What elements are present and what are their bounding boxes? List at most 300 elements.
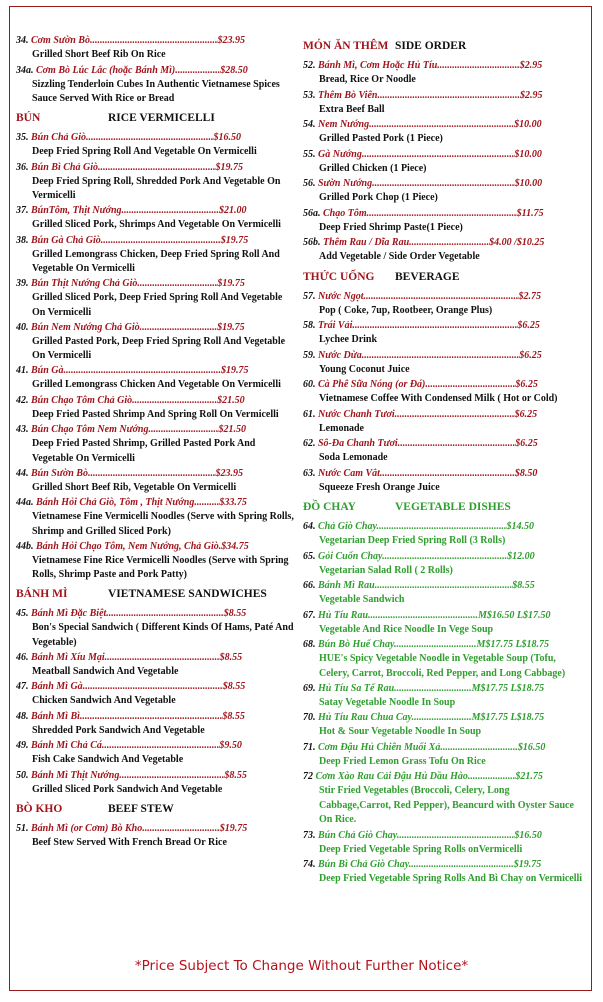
item-name: Bánh Hỏi Chạo Tôm, Nem Nướng, Chả Giò. [36,540,222,552]
item-name: Bánh Mì Xíu Mại [31,651,105,663]
item-number: 65. [303,550,318,562]
item-price: $19.75 [217,278,245,289]
item-number: 53. [303,89,318,101]
section-title-vietnamese: BÒ KHO [16,803,63,815]
item-price: $8.55 [219,651,243,663]
item-description: Vegetable Sandwich [319,594,405,605]
menu-item-line [303,770,583,784]
menu-item [303,319,583,348]
item-name: Chạo Tôm [323,207,367,219]
item-number: 47. [16,681,31,692]
menu-item [303,609,583,638]
menu-item-line [16,680,296,694]
item-dots: ................... [467,771,516,782]
item-description: Grilled Short Beef Rib, Vegetable On Vermicelli [32,481,237,493]
section-title-vietnamese: BÁNH MÌ [16,588,68,600]
item-price: $8.55 [224,769,247,781]
menu-item [303,520,583,549]
menu-item [303,89,583,118]
item-price: $6.25 [515,379,538,390]
section-title-english: SIDE ORDER [395,40,467,52]
item-name: Bún Bì Chả Giò [31,161,98,173]
item-price: $8.55 [222,710,245,722]
item-dots: ............................ [148,424,219,435]
item-price: $8.55 [223,608,247,619]
menu-item-line [16,161,296,175]
item-price: $21.50 [218,424,246,435]
item-price: $8.55 [222,681,246,692]
menu-item-line [16,496,296,510]
item-name: Bún Sườn Bò [31,467,88,479]
menu-item-line [16,131,296,145]
item-description: Vegetarian Salad Roll ( 2 Rolls) [319,564,453,576]
item-name: Cơm Bò Lúc Lắc (hoặc Bánh Mì) [36,64,176,76]
item-number: 62. [303,438,318,449]
item-name: Bún Bò Huế Chay [318,639,395,650]
menu-item [303,378,583,407]
item-description: Grilled Chicken (1 Piece) [319,162,427,174]
item-number: 73. [303,829,318,841]
item-name: Chả Giò Chay [318,521,377,532]
menu-item [16,321,296,364]
item-number: 41. [16,365,31,376]
item-description: Deep Fried Pasted Shrimp And Spring Roll On Vermicelli [32,408,279,420]
item-dots: ................................ [409,237,490,248]
item-price: $12.00 [507,550,535,562]
item-dots: ................................................... [89,35,218,46]
menu-item [16,394,296,423]
item-description: Lemonade [319,422,364,434]
item-price: $14.50 [506,521,535,532]
item-number: 55. [303,148,318,160]
item-price: M$16.50 L$17.50 [478,609,551,621]
item-description: Hot & Sour Vegetable Noodle In Soup [319,726,482,737]
item-number: 45. [16,608,31,619]
item-description: Vegetarian Deep Fried Spring Roll (3 Rolls) [319,535,506,546]
item-name: Nước Chanh Tươi [318,408,395,420]
item-number: 74. [303,859,318,870]
item-description: Vietnamese Fine Rice Vermicelli Noodles (Serve with Spring Rolls, Shrimp Paste and Pork Patty) [32,554,289,581]
menu-item [303,290,583,319]
item-price: $2.95 [519,89,543,101]
menu-item-line [303,579,583,593]
section-heading [16,586,296,602]
item-description: Grilled Sliced Pork, Deep Fried Spring Roll And Vegetable On Vermicelli [32,292,283,318]
item-number: 56a. [303,207,323,219]
menu-item-line [16,423,296,437]
menu-item [303,467,583,496]
item-name: Nem Nướng [318,119,370,130]
menu-item-line [303,467,583,481]
item-description: Deep Fried Spring Roll And Vegetable On Vermicelli [32,146,257,157]
item-number: 34. [16,35,31,46]
item-description: Deep Fried Vegetable Spring Rolls onVermicelli [319,843,523,855]
item-number: 35. [16,132,31,143]
item-number: 56. [303,178,318,189]
menu-item [16,161,296,204]
menu-item [16,34,296,63]
menu-item-line [303,378,583,392]
menu-item-line [303,550,583,564]
item-dots: ............................................................ [366,207,517,219]
item-name: Cơm Sườn Bò [31,35,90,46]
item-dots: ................................ [137,278,218,289]
item-number: 66. [303,580,318,591]
item-name: Gỏi Cuốn Chay [318,550,383,562]
item-number: 39. [16,278,31,289]
item-dots: ............................................................... [63,365,222,376]
section-title-english: VIETNAMESE SANDWICHES [108,588,267,600]
menu-item [303,349,583,378]
item-description: Grilled Sliced Pork, Shrimps And Vegetable On Vermicelli [32,219,281,230]
menu-item [16,423,296,466]
section-title-vietnamese: ĐỒ CHAY [303,501,356,513]
menu-item-line [303,177,583,191]
menu-item [16,64,296,107]
item-name: Bánh Mì Gà [31,681,83,692]
item-dots: ........................................................ [82,681,223,692]
menu-item [16,607,296,650]
item-name: Bánh Mì (or Cơm) Bò Kho [31,823,143,834]
menu-item-line [16,34,296,48]
item-number: 61. [303,408,318,420]
item-number: 60. [303,379,318,390]
item-description: Pop ( Coke, 7up, Rootbeer, Orange Plus) [319,304,493,316]
menu-item-line [16,769,296,783]
item-number: 59. [303,349,318,361]
item-dots: ............................................................. [361,148,515,160]
item-price: $19.75 [220,234,249,246]
menu-item [303,437,583,466]
menu-item [303,638,583,681]
item-name: Bánh Mì Chả Cá [31,740,102,751]
item-price: $23.95 [215,467,243,479]
menu-item-line [303,148,583,162]
item-dots: ................................................... [87,467,216,479]
item-name: Bánh Mì Bì [31,710,80,722]
item-price: $16.50 [514,829,542,841]
item-dots: ............................... [139,321,218,333]
menu-item-line [303,741,583,755]
item-name: Bún Nem Nướng Chả Giò [31,321,140,333]
item-price: $16.50 [213,132,242,143]
item-description: Extra Beef Ball [319,103,385,115]
item-name: Cơm Xào Rau Cải Đậu Hủ Dầu Hào [315,771,468,782]
menu-item-line [16,321,296,335]
menu-item-line [16,822,296,836]
item-number: 46. [16,651,31,663]
item-price: $19.75 [219,823,248,834]
menu-item [303,682,583,711]
item-dots: ............................................... [97,161,216,173]
menu-item [16,496,296,539]
item-description: Beef Stew Served With French Bread Or Rice [32,837,227,848]
item-name: Bún Thịt Nướng Chả Giò [31,278,138,289]
item-price: M$17.75 L$18.75 [476,639,550,650]
item-description: Lychee Drink [319,334,378,345]
menu-item [303,711,583,740]
item-dots: ............................................... [101,740,220,751]
item-dots: .................................................. [382,550,508,562]
item-number: 44. [16,467,31,479]
item-dots: ............................... [394,682,472,694]
item-number: 58. [303,320,318,331]
menu-item [303,741,583,770]
item-dots: .......... [194,497,220,508]
item-dots: .................................. [132,394,218,406]
item-price: M$17.75 L$18.75 [471,682,545,694]
menu-item-line [303,236,583,250]
item-number: 69. [303,682,318,694]
section-heading [303,269,583,285]
item-dots: ............................................... [396,829,515,841]
item-dots: ....................................................... [374,580,513,591]
item-description: HUE's Spicy Vegetable Noodle in Vegetable Soup (Tofu, Celery, Carrot, Broccoli, Red Pepper, and Long Cabbage) [319,653,566,679]
section-title-vietnamese: MÓN ĂN THÊM [303,40,389,52]
item-number: 63. [303,467,318,479]
item-dots: .................................................... [376,521,507,532]
menu-item-line [16,277,296,291]
item-description: Grilled Pasted Pork (1 Piece) [319,133,443,144]
item-name: Sườn Nướng [318,178,373,189]
item-number: 48. [16,710,31,722]
item-price: $34.75 [221,540,249,552]
item-price: $19.75 [221,365,249,376]
item-number: 42. [16,394,31,406]
item-number: 44b. [16,540,36,552]
menu-item [16,739,296,768]
item-name: Sô-Đa Chanh Tươi [318,438,398,449]
item-name: Nước Ngọt [318,290,364,302]
item-name: Bún Chạo Tôm Chả Giò [31,394,133,406]
menu-item [16,651,296,680]
menu-item [303,770,583,828]
price-change-notice: *Price Subject To Change Without Further Notice* [134,958,469,974]
menu-item-line [303,118,583,132]
item-description: Bread, Rice Or Noodle [319,74,416,85]
item-description: Deep Fried Spring Roll, Shredded Pork And Vegetable On Vermicelli [32,175,281,202]
item-name: Nước Cam Vắt [318,467,380,479]
item-dots: .......................................... [408,859,514,870]
section-heading [303,38,583,54]
menu-item [303,148,583,177]
menu-item [303,829,583,858]
menu-item [16,131,296,160]
item-price: $2.95 [519,60,543,71]
item-price: $9.50 [219,740,242,751]
item-dots: ........................ [411,712,472,723]
item-name: Bánh Hỏi Chả Giò, Tôm , Thịt Nướng [36,497,195,508]
item-description: Grilled Pasted Pork, Deep Fried Spring Roll And Vegetable On Vermicelli [32,335,286,362]
item-price: $19.75 [217,321,245,333]
item-description: Add Vegetable / Side Order Vegetable [319,251,480,262]
item-name: Hủ Tíu Rau [318,609,369,621]
item-name: Thêm Bò Viên [318,89,378,101]
menu-item [16,769,296,798]
item-name: Cà Phê Sữa Nóng (or Đá) [318,379,426,390]
item-dots: .................. [175,64,221,76]
item-name: Hủ Tíu Rau Chua Cay [318,712,412,723]
item-price: $19.75 [513,859,542,870]
item-price: $6.25 [519,349,542,361]
item-number: 54. [303,119,318,130]
item-dots: ............................................... [106,608,224,619]
item-number: 37. [16,205,31,216]
menu-item-line [303,59,583,73]
item-description: Squeeze Fresh Orange Juice [319,481,440,493]
item-description: Young Coconut Juice [319,363,410,375]
section-title-english: BEEF STEW [108,803,174,815]
section-title-english: VEGETABLE DISHES [395,501,511,513]
item-price: $28.50 [220,64,248,76]
menu-item [303,408,583,437]
item-description: Grilled Short Beef Rib On Rice [32,49,166,60]
menu-item-line [16,204,296,218]
item-name: Bún Chả Giò [31,132,87,143]
section-title-english: BEVERAGE [395,270,460,283]
menu-item [16,680,296,709]
section-title-vietnamese: BÚN [16,112,41,124]
item-dots: ......................................................... [79,710,223,722]
menu-item [303,236,583,265]
menu-item [303,59,583,88]
item-number: 43. [16,424,31,435]
item-dots: ......................................................... [377,89,520,101]
menu-item-line [303,89,583,103]
item-dots: .................................... [425,379,516,390]
menu-item-line [303,638,583,652]
item-description: Vietnamese Fine Vermicelli Noodles (Serve with Spring Rolls, Shrimp and Grilled Sliced Pork) [32,511,294,537]
menu-item-line [16,739,296,753]
item-dots: ...................................................... [379,467,515,479]
item-name: Bún Bì Chả Giò Chay [318,859,409,870]
item-dots: ............................... [142,823,220,834]
menu-item-line [16,234,296,248]
item-price: $16.50 [517,741,546,753]
item-price: $10.00 [514,178,543,189]
menu-item-line [16,651,296,665]
menu-item [16,234,296,277]
item-name: Cơm Đậu Hủ Chiên Muối Xả [318,741,441,753]
item-dots: ......................................................... [372,178,515,189]
item-number: 49. [16,740,31,751]
menu-item [303,177,583,206]
item-number: 56b. [303,237,323,248]
item-number: 72 [303,771,316,782]
item-description: Deep Fried Vegetable Spring Rolls And Bì Chay on Vermicelli [319,873,583,884]
item-price: $6.25 [517,320,540,331]
item-description: Vegetable And Rice Noodle In Vege Soup [319,623,494,635]
item-name: Bún Gà [31,365,64,376]
menu-item [303,207,583,236]
item-number: 36. [16,161,31,173]
menu-item-line [303,408,583,422]
menu-item-line [303,290,583,304]
item-number: 71. [303,741,318,753]
item-name: Bánh Mì Rau [318,580,375,591]
menu-item-line [303,437,583,451]
item-description: Grilled Lemongrass Chicken, Deep Fried Spring Roll And Vegetable On Vermicelli [32,248,280,275]
item-name: BúnTôm, Thịt Nướng [31,205,122,216]
item-name: Bún Gà Chả Giò [31,234,101,246]
menu-item-line [16,607,296,621]
item-description: Satay Vegetable Noodle In Soup [319,696,456,708]
item-name: Hủ Tíu Sa Tế Rau [318,682,395,694]
section-heading [303,499,583,515]
item-description: Bon's Special Sandwich ( Different Kinds Of Hams, Paté And Vegetable) [32,622,294,648]
item-name: Bún Chả Giò Chay [318,829,397,841]
item-number: 64. [303,521,318,532]
item-name: Bánh Mì Đặc Biệt [31,608,107,619]
menu-item [16,364,296,393]
item-price: $8.50 [514,467,538,479]
menu-item [16,467,296,496]
item-dots: ....................................... [121,205,220,216]
item-price: $10.00 [514,148,542,160]
menu-item [16,710,296,739]
menu-item-line [303,520,583,534]
item-price: $11.75 [516,207,544,219]
menu-item-line [303,349,583,363]
section-heading [16,110,296,126]
item-dots: ............................... [440,741,518,753]
item-description: Soda Lemonade [319,452,388,463]
menu-item-line [16,710,296,724]
menu-item-line [303,319,583,333]
item-price: $19.75 [215,161,243,173]
item-description: Grilled Pork Chop (1 Piece) [319,192,438,203]
item-dots: ................................................ [100,234,221,246]
item-number: 51. [16,823,31,834]
menu-item-line [303,682,583,696]
section-title-english: RICE VERMICELLI [108,112,215,124]
menu-item-line [303,711,583,725]
item-number: 40. [16,321,31,333]
item-dots: ............................................ [368,609,479,621]
item-number: 52. [303,60,318,71]
menu-item-line [16,64,296,78]
item-number: 67. [303,609,318,621]
item-dots: ................................. [437,60,520,71]
menu-item [303,579,583,608]
item-price: $21.00 [219,205,247,216]
item-dots: ................................................... [86,132,214,143]
menu-item-line [303,207,583,221]
item-name: Nước Dừa [318,349,362,361]
menu-item-line [303,858,583,872]
item-number: 34a. [16,64,36,76]
item-price: $10.00 [514,119,542,130]
item-number: 70. [303,712,318,723]
item-name: Bún Chạo Tôm Nem Nướng [31,424,149,435]
menu-item [16,822,296,851]
menu-item [303,550,583,579]
item-price: $6.25 [514,408,538,420]
item-number: 68. [303,639,318,650]
item-description: Shredded Pork Sandwich And Vegetable [32,724,205,736]
menu-item-line [16,467,296,481]
item-number: 57. [303,290,318,302]
item-price: $23.95 [217,35,245,46]
menu-item [303,858,583,887]
item-description: Deep Fried Lemon Grass Tofu On Rice [319,755,486,767]
item-dots: ................................................ [394,408,515,420]
item-description: Meatball Sandwich And Vegetable [32,665,179,677]
item-dots: .................................................................. [352,320,518,331]
item-dots: .......................................... [119,769,225,781]
item-price: $4.00 /$10.25 [489,237,545,248]
item-number: 50. [16,769,31,781]
